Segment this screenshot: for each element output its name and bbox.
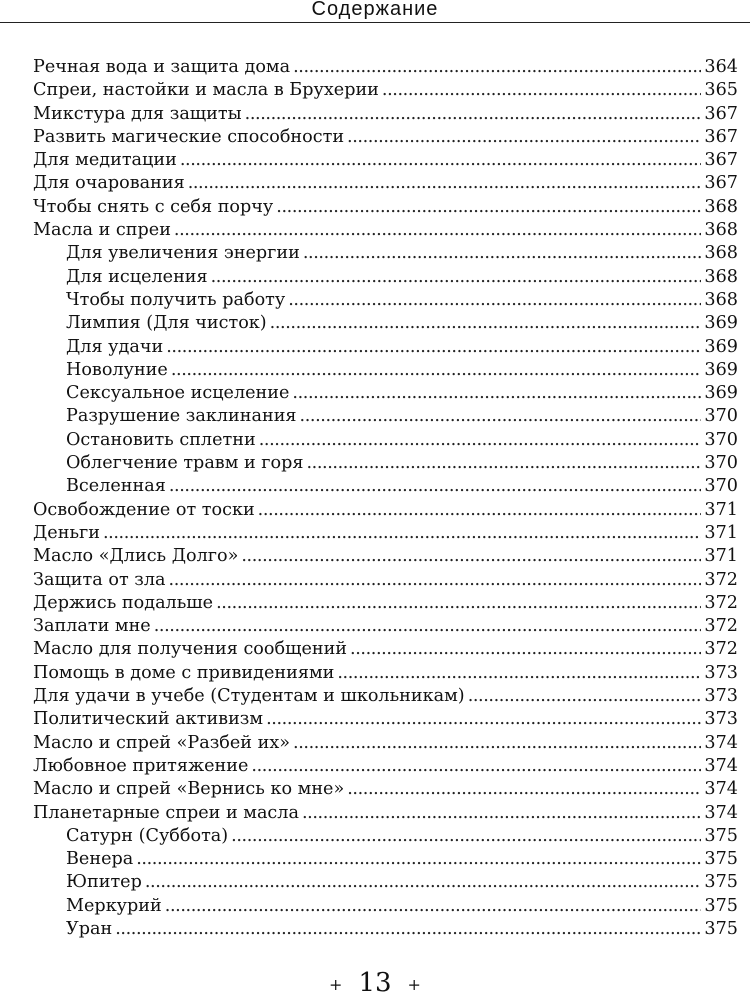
dot-leader — [245, 103, 702, 126]
toc-entry — [33, 266, 738, 289]
toc-entry-page: 373 — [704, 709, 738, 730]
toc-entry-page: 365 — [704, 80, 738, 101]
dot-leader — [468, 685, 702, 708]
toc-entry-title: Чтобы снять с себя порчу — [33, 196, 274, 217]
toc-entry-page: 367 — [704, 150, 738, 171]
toc-entry-title: Вселенная — [66, 476, 166, 497]
toc-entry-title: Сексуальное исцеление — [66, 383, 290, 404]
table-of-contents — [33, 56, 738, 941]
dot-leader — [136, 848, 701, 871]
toc-entry-title: Масло для получения сообщений — [33, 639, 348, 660]
toc-entry-page: 375 — [704, 825, 738, 846]
toc-entry — [33, 871, 738, 894]
dot-leader — [241, 545, 701, 568]
toc-entry-page: 369 — [704, 383, 738, 404]
toc-entry-page: 368 — [704, 266, 738, 287]
toc-entry — [33, 685, 738, 708]
dot-leader — [154, 615, 702, 638]
toc-entry-title: Развить магические способности — [33, 126, 345, 147]
folio-ornament-left: + — [329, 974, 343, 994]
toc-entry — [33, 918, 738, 941]
toc-entry-title: Лимпия (Для чисток) — [66, 313, 267, 334]
dot-leader — [180, 149, 702, 172]
dot-leader — [306, 452, 701, 475]
page-folio — [0, 968, 750, 998]
toc-entry-title: Облегчение травм и горя — [66, 453, 304, 474]
toc-entry-page: 374 — [704, 732, 738, 753]
dot-leader — [347, 126, 701, 149]
dot-leader — [382, 79, 702, 102]
toc-entry — [33, 662, 738, 685]
toc-entry — [33, 172, 738, 195]
toc-entry-page: 369 — [704, 336, 738, 357]
toc-entry — [33, 615, 738, 638]
toc-entry-title: Микстура для защиты — [33, 103, 242, 124]
toc-entry-title: Разрушение заклинания — [66, 406, 297, 427]
dot-leader — [293, 732, 701, 755]
toc-entry — [33, 79, 738, 102]
toc-entry — [33, 103, 738, 126]
page-number: 13 — [358, 968, 392, 998]
toc-entry-page: 371 — [704, 546, 738, 567]
toc-entry — [33, 499, 738, 522]
toc-entry-page: 375 — [704, 895, 738, 916]
toc-entry-title: Планетарные спреи и масла — [33, 802, 299, 823]
toc-entry — [33, 755, 738, 778]
toc-entry-title: Остановить сплетни — [66, 429, 256, 450]
dot-leader — [293, 56, 701, 79]
toc-entry-page: 369 — [704, 313, 738, 334]
toc-entry-title: Деньги — [33, 522, 100, 543]
dot-leader — [216, 592, 701, 615]
toc-entry-page: 368 — [704, 196, 738, 217]
dot-leader — [188, 172, 702, 195]
dot-leader — [145, 871, 702, 894]
toc-entry-title: Венера — [66, 849, 134, 870]
toc-entry-page: 368 — [704, 289, 738, 310]
toc-entry — [33, 545, 738, 568]
dot-leader — [258, 499, 702, 522]
toc-entry — [33, 452, 738, 475]
toc-entry-page: 372 — [704, 639, 738, 660]
toc-entry — [33, 126, 738, 149]
toc-entry — [33, 429, 738, 452]
dot-leader — [337, 662, 701, 685]
toc-entry-page: 374 — [704, 755, 738, 776]
toc-entry — [33, 289, 738, 312]
toc-entry — [33, 592, 738, 615]
toc-entry — [33, 56, 738, 79]
toc-entry-page: 367 — [704, 173, 738, 194]
toc-entry — [33, 522, 738, 545]
toc-entry-title: Любовное притяжение — [33, 755, 249, 776]
toc-entry-page: 375 — [704, 849, 738, 870]
toc-entry-title: Помощь в доме с привидениями — [33, 662, 335, 683]
toc-entry-page: 367 — [704, 126, 738, 147]
dot-leader — [165, 895, 702, 918]
toc-entry — [33, 219, 738, 242]
dot-leader — [303, 242, 702, 265]
dot-leader — [169, 475, 702, 498]
toc-entry-page: 372 — [704, 616, 738, 637]
dot-leader — [270, 312, 702, 335]
toc-entry — [33, 569, 738, 592]
toc-entry — [33, 359, 738, 382]
toc-entry-title: Новолуние — [66, 359, 168, 380]
toc-entry — [33, 382, 738, 405]
dot-leader — [174, 219, 701, 242]
toc-entry-title: Масло «Длись Долго» — [33, 546, 239, 567]
folio-ornament-right: + — [407, 974, 421, 994]
toc-entry — [33, 732, 738, 755]
toc-entry-title: Для удачи в учебе (Студентам и школьникам) — [33, 686, 465, 707]
toc-entry-page: 372 — [704, 592, 738, 613]
toc-entry-page: 371 — [704, 522, 738, 543]
toc-entry-title: Речная вода и защита дома — [33, 57, 291, 77]
toc-entry-page: 375 — [704, 872, 738, 893]
toc-entry-page: 374 — [704, 779, 738, 800]
toc-entry — [33, 708, 738, 731]
toc-entry-title: Для удачи — [66, 336, 164, 357]
toc-entry-page: 374 — [704, 802, 738, 823]
dot-leader — [231, 825, 701, 848]
dot-leader — [166, 336, 701, 359]
dot-leader — [276, 196, 701, 219]
dot-leader — [169, 569, 702, 592]
dot-leader — [115, 918, 701, 941]
toc-entry-title: Освобождение от тоски — [33, 499, 255, 520]
toc-entry — [33, 825, 738, 848]
toc-entry — [33, 802, 738, 825]
running-header — [0, 0, 750, 23]
dot-leader — [259, 429, 702, 452]
dot-leader — [171, 359, 702, 382]
dot-leader — [350, 638, 701, 661]
toc-entry-page: 367 — [704, 103, 738, 124]
toc-entry-title: Масло и спрей «Разбей их» — [33, 732, 291, 753]
dot-leader — [288, 289, 701, 312]
toc-entry — [33, 895, 738, 918]
toc-entry-page: 373 — [704, 686, 738, 707]
toc-entry-page: 370 — [704, 406, 738, 427]
toc-entry-title: Для медитации — [33, 150, 177, 171]
toc-entry — [33, 638, 738, 661]
toc-entry-page: 372 — [704, 569, 738, 590]
toc-entry — [33, 242, 738, 265]
running-title: Содержание — [311, 0, 439, 20]
toc-entry-page: 370 — [704, 476, 738, 497]
dot-leader — [211, 266, 702, 289]
toc-entry-title: Сатурн (Суббота) — [66, 825, 229, 846]
toc-entry-title: Меркурий — [66, 895, 162, 916]
toc-entry-title: Для исцеления — [66, 266, 208, 287]
toc-entry-page: 368 — [704, 243, 738, 264]
dot-leader — [292, 382, 701, 405]
toc-entry — [33, 312, 738, 335]
toc-entry — [33, 848, 738, 871]
dot-leader — [347, 778, 701, 801]
toc-entry-page: 375 — [704, 918, 738, 939]
toc-entry-title: Масла и спреи — [33, 220, 171, 241]
dot-leader — [266, 708, 701, 731]
toc-entry-page: 371 — [704, 499, 738, 520]
toc-entry-page: 369 — [704, 359, 738, 380]
dot-leader — [103, 522, 701, 545]
toc-entry-page: 368 — [704, 220, 738, 241]
toc-entry-title: Заплати мне — [33, 616, 151, 637]
toc-entry-title: Для увеличения энергии — [66, 243, 300, 264]
toc-entry-title: Чтобы получить работу — [66, 289, 286, 310]
toc-entry-title: Уран — [66, 918, 113, 939]
dot-leader — [251, 755, 701, 778]
toc-entry-title: Спреи, настойки и масла в Брухерии — [33, 80, 379, 101]
toc-entry-title: Держись подальше — [33, 592, 214, 613]
toc-entry-page: 373 — [704, 662, 738, 683]
dot-leader — [300, 405, 702, 428]
toc-entry-page: 370 — [704, 429, 738, 450]
toc-entry — [33, 778, 738, 801]
toc-entry-page: 364 — [704, 57, 738, 77]
toc-entry-page: 370 — [704, 453, 738, 474]
toc-entry — [33, 405, 738, 428]
toc-entry-title: Юпитер — [66, 872, 142, 893]
toc-entry — [33, 336, 738, 359]
toc-entry-title: Масло и спрей «Вернись ко мне» — [33, 779, 345, 800]
toc-entry-title: Политический активизм — [33, 709, 264, 730]
toc-entry — [33, 196, 738, 219]
toc-entry — [33, 475, 738, 498]
dot-leader — [302, 802, 701, 825]
toc-entry — [33, 149, 738, 172]
toc-entry-title: Защита от зла — [33, 569, 166, 590]
toc-entry-title: Для очарования — [33, 173, 185, 194]
